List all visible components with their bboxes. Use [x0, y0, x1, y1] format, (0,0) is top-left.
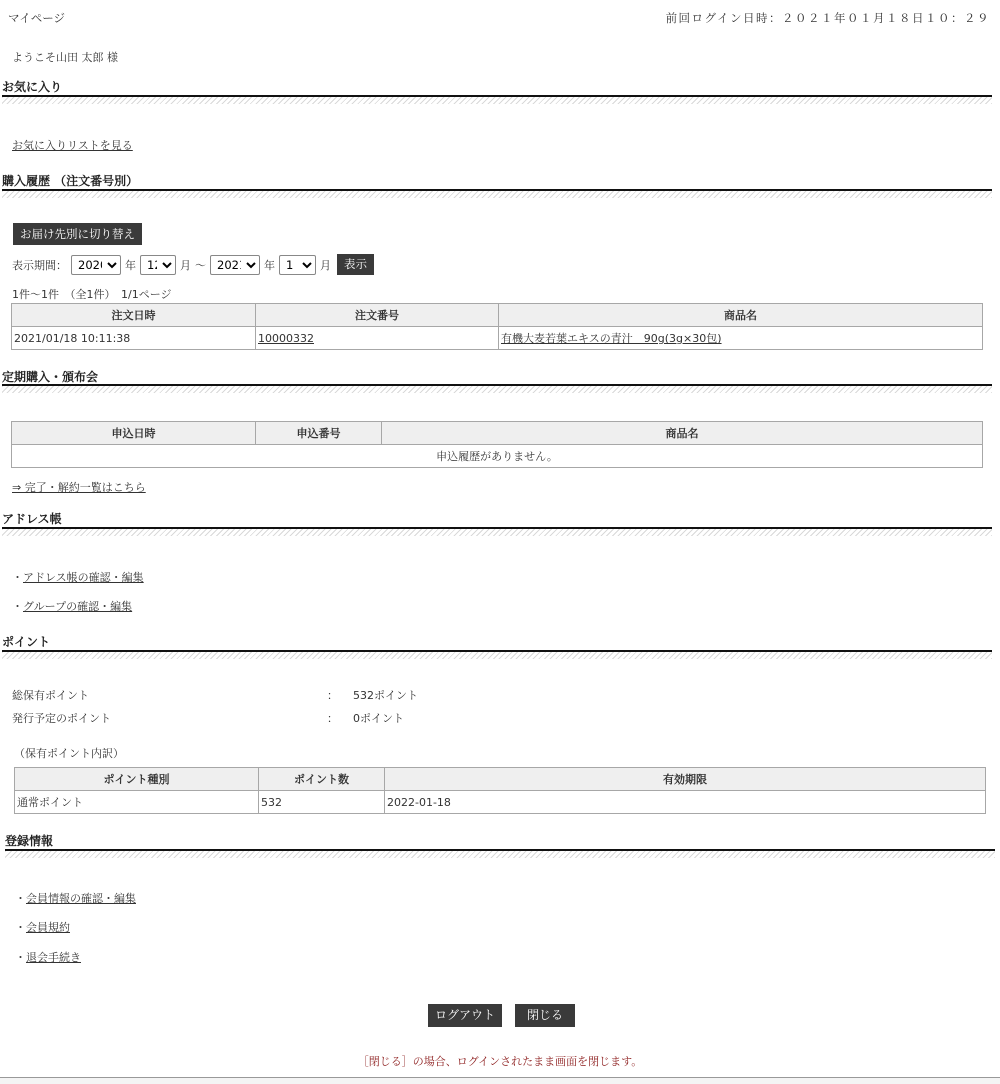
page-title: マイページ — [8, 11, 66, 25]
points-breakdown-table — [14, 767, 986, 814]
purchase-history-hatch — [2, 191, 992, 198]
address-book-edit-link[interactable]: アドレス帳の確認・編集 — [23, 571, 144, 584]
from-year-select[interactable] — [71, 255, 121, 275]
period-label: 表示期間： — [12, 258, 67, 272]
favorites-heading: お気に入り — [2, 80, 63, 94]
member-terms-link[interactable]: 会員規約 — [26, 921, 70, 934]
table-row — [12, 445, 983, 468]
to-year-select[interactable] — [210, 255, 260, 275]
member-info-edit-link[interactable]: 会員情報の確認・編集 — [26, 892, 136, 905]
pending-points-value: 0ポイント — [353, 712, 404, 725]
subscription-heading: 定期購入・頒布会 — [2, 370, 99, 384]
column-header: ポイント数 — [259, 768, 385, 791]
period-tilde: ～ — [195, 258, 206, 272]
column-header: 申込日時 — [12, 422, 256, 445]
bullet: ・ — [15, 921, 26, 934]
address-book-hatch — [2, 529, 992, 536]
column-header: ポイント種別 — [15, 768, 259, 791]
table-row — [12, 327, 983, 350]
to-year-unit: 年 — [264, 258, 275, 272]
registration-item — [15, 919, 70, 935]
address-book-item — [12, 598, 132, 614]
registration-item — [15, 890, 136, 906]
show-button[interactable]: 表示 — [337, 254, 374, 275]
product-name-cell — [499, 327, 983, 350]
column-header: 商品名 — [499, 304, 983, 327]
colon: ： — [327, 689, 338, 702]
withdrawal-link[interactable]: 退会手続き — [26, 951, 81, 964]
column-header: 商品名 — [382, 422, 983, 445]
from-year-unit: 年 — [125, 258, 136, 272]
switch-to-delivery-button[interactable]: お届け先別に切り替え — [13, 223, 142, 245]
registration-heading: 登録情報 — [5, 834, 54, 848]
points-breakdown-label: （保有ポイント内訳） — [14, 747, 124, 760]
close-note: ［閉じる］の場合、ログインされたまま画面を閉じます。 — [357, 1055, 643, 1068]
address-book-item — [12, 569, 144, 585]
last-login-info: 前回ログイン日時：２０２１年０１月１８日１０：２９ — [665, 11, 990, 25]
product-name-link[interactable]: 有機大麦若葉エキスの青汁 90g(3g×30包) — [501, 332, 722, 345]
total-points-label: 総保有ポイント — [12, 689, 89, 702]
order-number-cell — [256, 327, 499, 350]
favorites-list-link[interactable]: お気に入りリストを見る — [12, 139, 133, 152]
period-filter — [12, 254, 374, 275]
bullet: ・ — [12, 571, 23, 584]
order-history-table — [11, 303, 983, 350]
bullet: ・ — [15, 892, 26, 905]
address-book-heading: アドレス帳 — [2, 512, 62, 526]
order-number-link[interactable]: 10000332 — [258, 331, 314, 345]
logout-button[interactable]: ログアウト — [428, 1004, 502, 1027]
column-header: 申込番号 — [256, 422, 382, 445]
point-expiry-cell: 2022-01-18 — [385, 791, 986, 814]
group-edit-link[interactable]: グループの確認・編集 — [23, 600, 133, 613]
bullet: ・ — [12, 600, 23, 613]
close-button[interactable]: 閉じる — [515, 1004, 575, 1027]
registration-hatch — [5, 851, 995, 858]
colon: ： — [327, 712, 338, 725]
welcome-message: ようこそ山田 太郎 様 — [12, 51, 118, 64]
result-summary: 1件～1件 （全1件） 1/1ページ — [12, 288, 172, 301]
point-count-cell: 532 — [259, 791, 385, 814]
order-date-cell: 2021/01/18 10:11:38 — [12, 327, 256, 350]
from-month-select[interactable] — [140, 255, 176, 275]
completed-cancelled-link[interactable]: ⇒ 完了・解約一覧はこちら — [12, 481, 146, 494]
column-header: 有効期限 — [385, 768, 986, 791]
point-type-cell: 通常ポイント — [15, 791, 259, 814]
points-hatch — [2, 652, 992, 659]
table-row — [15, 791, 986, 814]
table-header-row — [12, 422, 983, 445]
favorites-hatch — [2, 97, 992, 104]
subscription-table — [11, 421, 983, 468]
empty-message: 申込履歴がありません。 — [12, 445, 983, 468]
points-heading: ポイント — [2, 635, 51, 649]
subscription-hatch — [2, 386, 992, 393]
column-header: 注文番号 — [256, 304, 499, 327]
to-month-unit: 月 — [320, 258, 331, 272]
registration-item — [15, 949, 81, 965]
bullet: ・ — [15, 951, 26, 964]
purchase-history-heading: 購入履歴 （注文番号別） — [2, 174, 139, 188]
table-header-row — [15, 768, 986, 791]
pending-points-label: 発行予定のポイント — [12, 712, 111, 725]
table-header-row — [12, 304, 983, 327]
column-header: 注文日時 — [12, 304, 256, 327]
to-month-select[interactable] — [279, 255, 316, 275]
total-points-value: 532ポイント — [353, 689, 418, 702]
from-month-unit: 月 — [180, 258, 191, 272]
